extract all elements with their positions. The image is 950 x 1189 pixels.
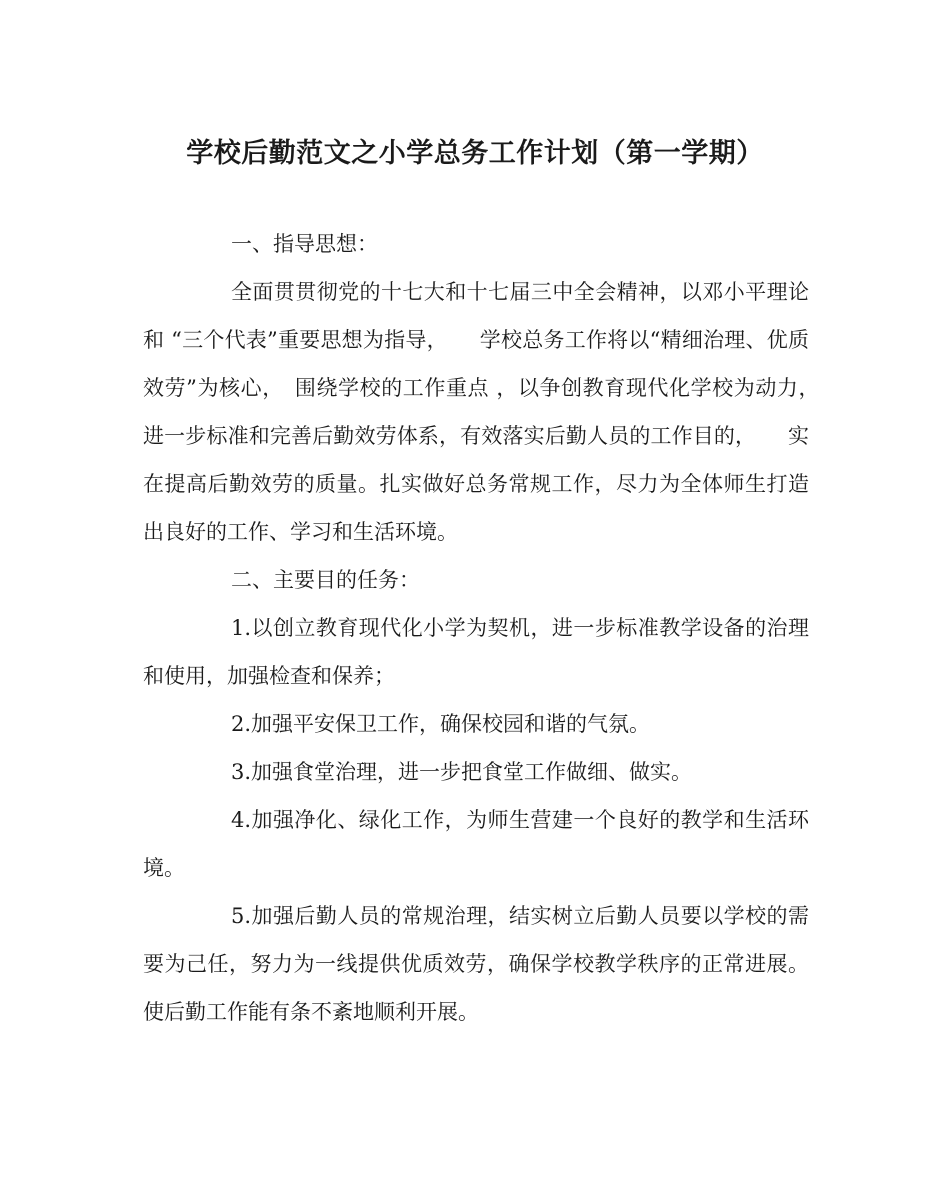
- task-item-2: 2.加强平安保卫工作，确保校园和谐的气氛。: [231, 712, 651, 736]
- section-heading-main-tasks: 二、主要目的任务：: [231, 568, 420, 592]
- document-title: 学校后勤范文之小学总务工作计划（第一学期）: [186, 138, 764, 169]
- task-item-3: 3.加强食堂治理，进一步把食堂工作做细、做实。: [231, 760, 693, 784]
- task-item-4: 4.加强净化、绿化工作，为师生营建一个良好的教学和生活环境。: [143, 808, 809, 880]
- paragraph-guiding-ideology: 全面贯贯彻党的十七大和十七届三中全会精神，以邓小平理论和 “三个代表”重要思想为指导， 学校总务工作将以“精细治理、优质效劳”为核心， 围绕学校的工作重点 ，以争创教育现代化学校为动力， 进一步标准和完善后勤效劳体系，有效落实后勤人员的工作目的， 实在提高后勤效劳的质量。扎实做好总务常规工作，尽力为全体师生打造出良好的工作、学习和生活环境。: [143, 280, 830, 544]
- document-body: [143, 220, 830, 1036]
- task-item-5: 5.加强后勤人员的常规治理，结实树立后勤人员要以学校的需要为己任，努力为一线提供优质效劳，确保学校教学秩序的正常进展。使后勤工作能有条不紊地顺利开展。: [143, 904, 809, 1024]
- task-item-1: 1.以创立教育现代化小学为契机，进一步标准教学设备的治理和使用，加强检查和保养；: [143, 616, 809, 688]
- section-heading-guiding-ideology: 一、指导思想：: [231, 232, 378, 256]
